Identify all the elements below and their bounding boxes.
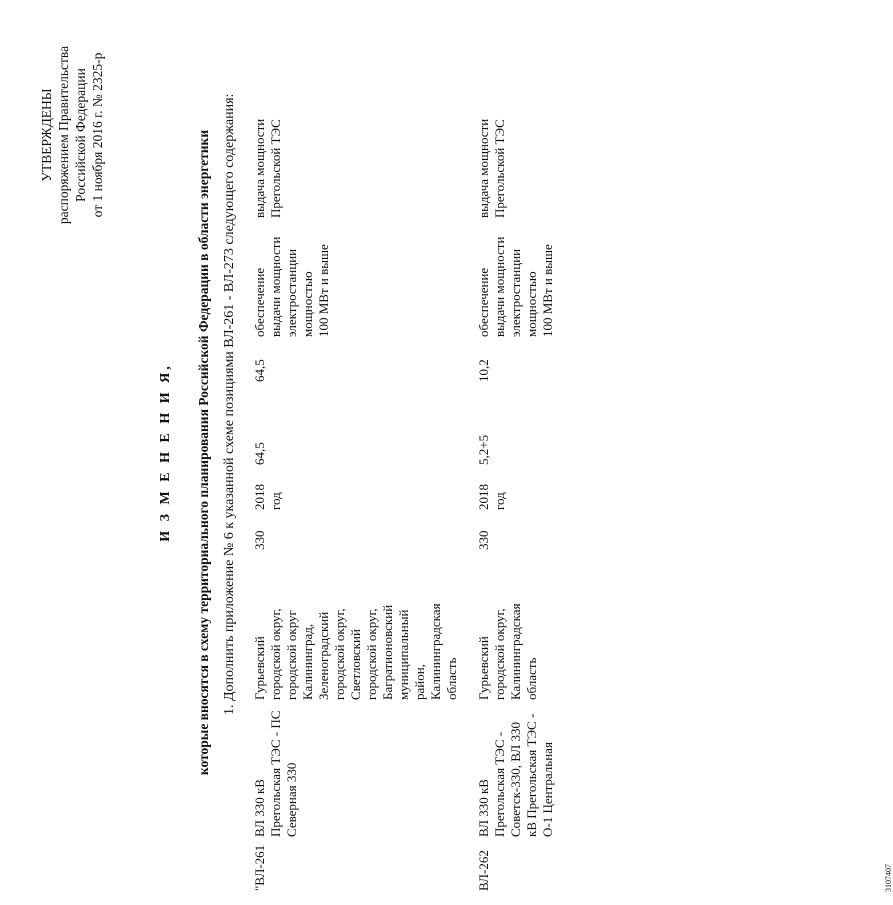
line-length: 5,2+5 <box>476 434 491 465</box>
approval-line: Российской Федерации <box>73 68 88 202</box>
approval-line: распоряжением Правительства <box>56 45 71 225</box>
commissioning-year: 2018 год <box>252 484 283 510</box>
location: Гурьевский городской округ, Калининградская область <box>476 603 539 700</box>
approval-line: от 1 ноября 2016 г. № 2325-р <box>90 52 105 218</box>
purpose: обеспечение выдачи мощности электростанции мощностью 100 МВт и выше <box>252 236 331 337</box>
basis: выдача мощности Прегольской ТЭС <box>252 118 283 218</box>
document-title: И З М Е Н Е Н И Я, <box>158 363 173 542</box>
intro-paragraph: 1. Дополнить приложение № 6 к указанной схеме позициями ВЛ-261 - ВЛ-273 следующего содержания: <box>222 93 237 715</box>
row-id: ВЛ-262 <box>476 850 491 891</box>
document-mark: 3107407 <box>884 864 893 892</box>
line-name: ВЛ 330 кВ Прегольская ТЭС - ПС Северная 330 <box>252 710 299 837</box>
voltage: 330 <box>476 530 491 550</box>
document-subtitle: которые вносятся в схему территориального планирования Российской Федерации в области энергетики <box>196 129 211 776</box>
total-length: 64,5 <box>252 359 267 382</box>
commissioning-year: 2018 год <box>476 484 507 510</box>
approval-line: УТВЕРЖДЕНЫ <box>39 88 54 182</box>
line-name: ВЛ 330 кВ Прегольская ТЭС - Советск-330, ВЛ 330 кВ Прегольская ТЭС - О-1 Центральная <box>476 713 555 837</box>
purpose: обеспечение выдачи мощности электростанции мощностью 100 МВт и выше <box>476 236 555 337</box>
voltage: 330 <box>252 530 267 550</box>
basis: выдача мощности Прегольской ТЭС <box>476 118 507 218</box>
approval-stamp <box>38 15 106 255</box>
location: Гурьевский городской округ, городской округ Калининград, Зеленоградский городской округ, Светловский городской округ, Багратионовский муниципальный район, Калининградская область <box>252 603 459 700</box>
total-length: 10,2 <box>476 359 491 382</box>
row-id: "ВЛ-261 <box>252 844 267 891</box>
line-length: 64,5 <box>252 442 267 465</box>
